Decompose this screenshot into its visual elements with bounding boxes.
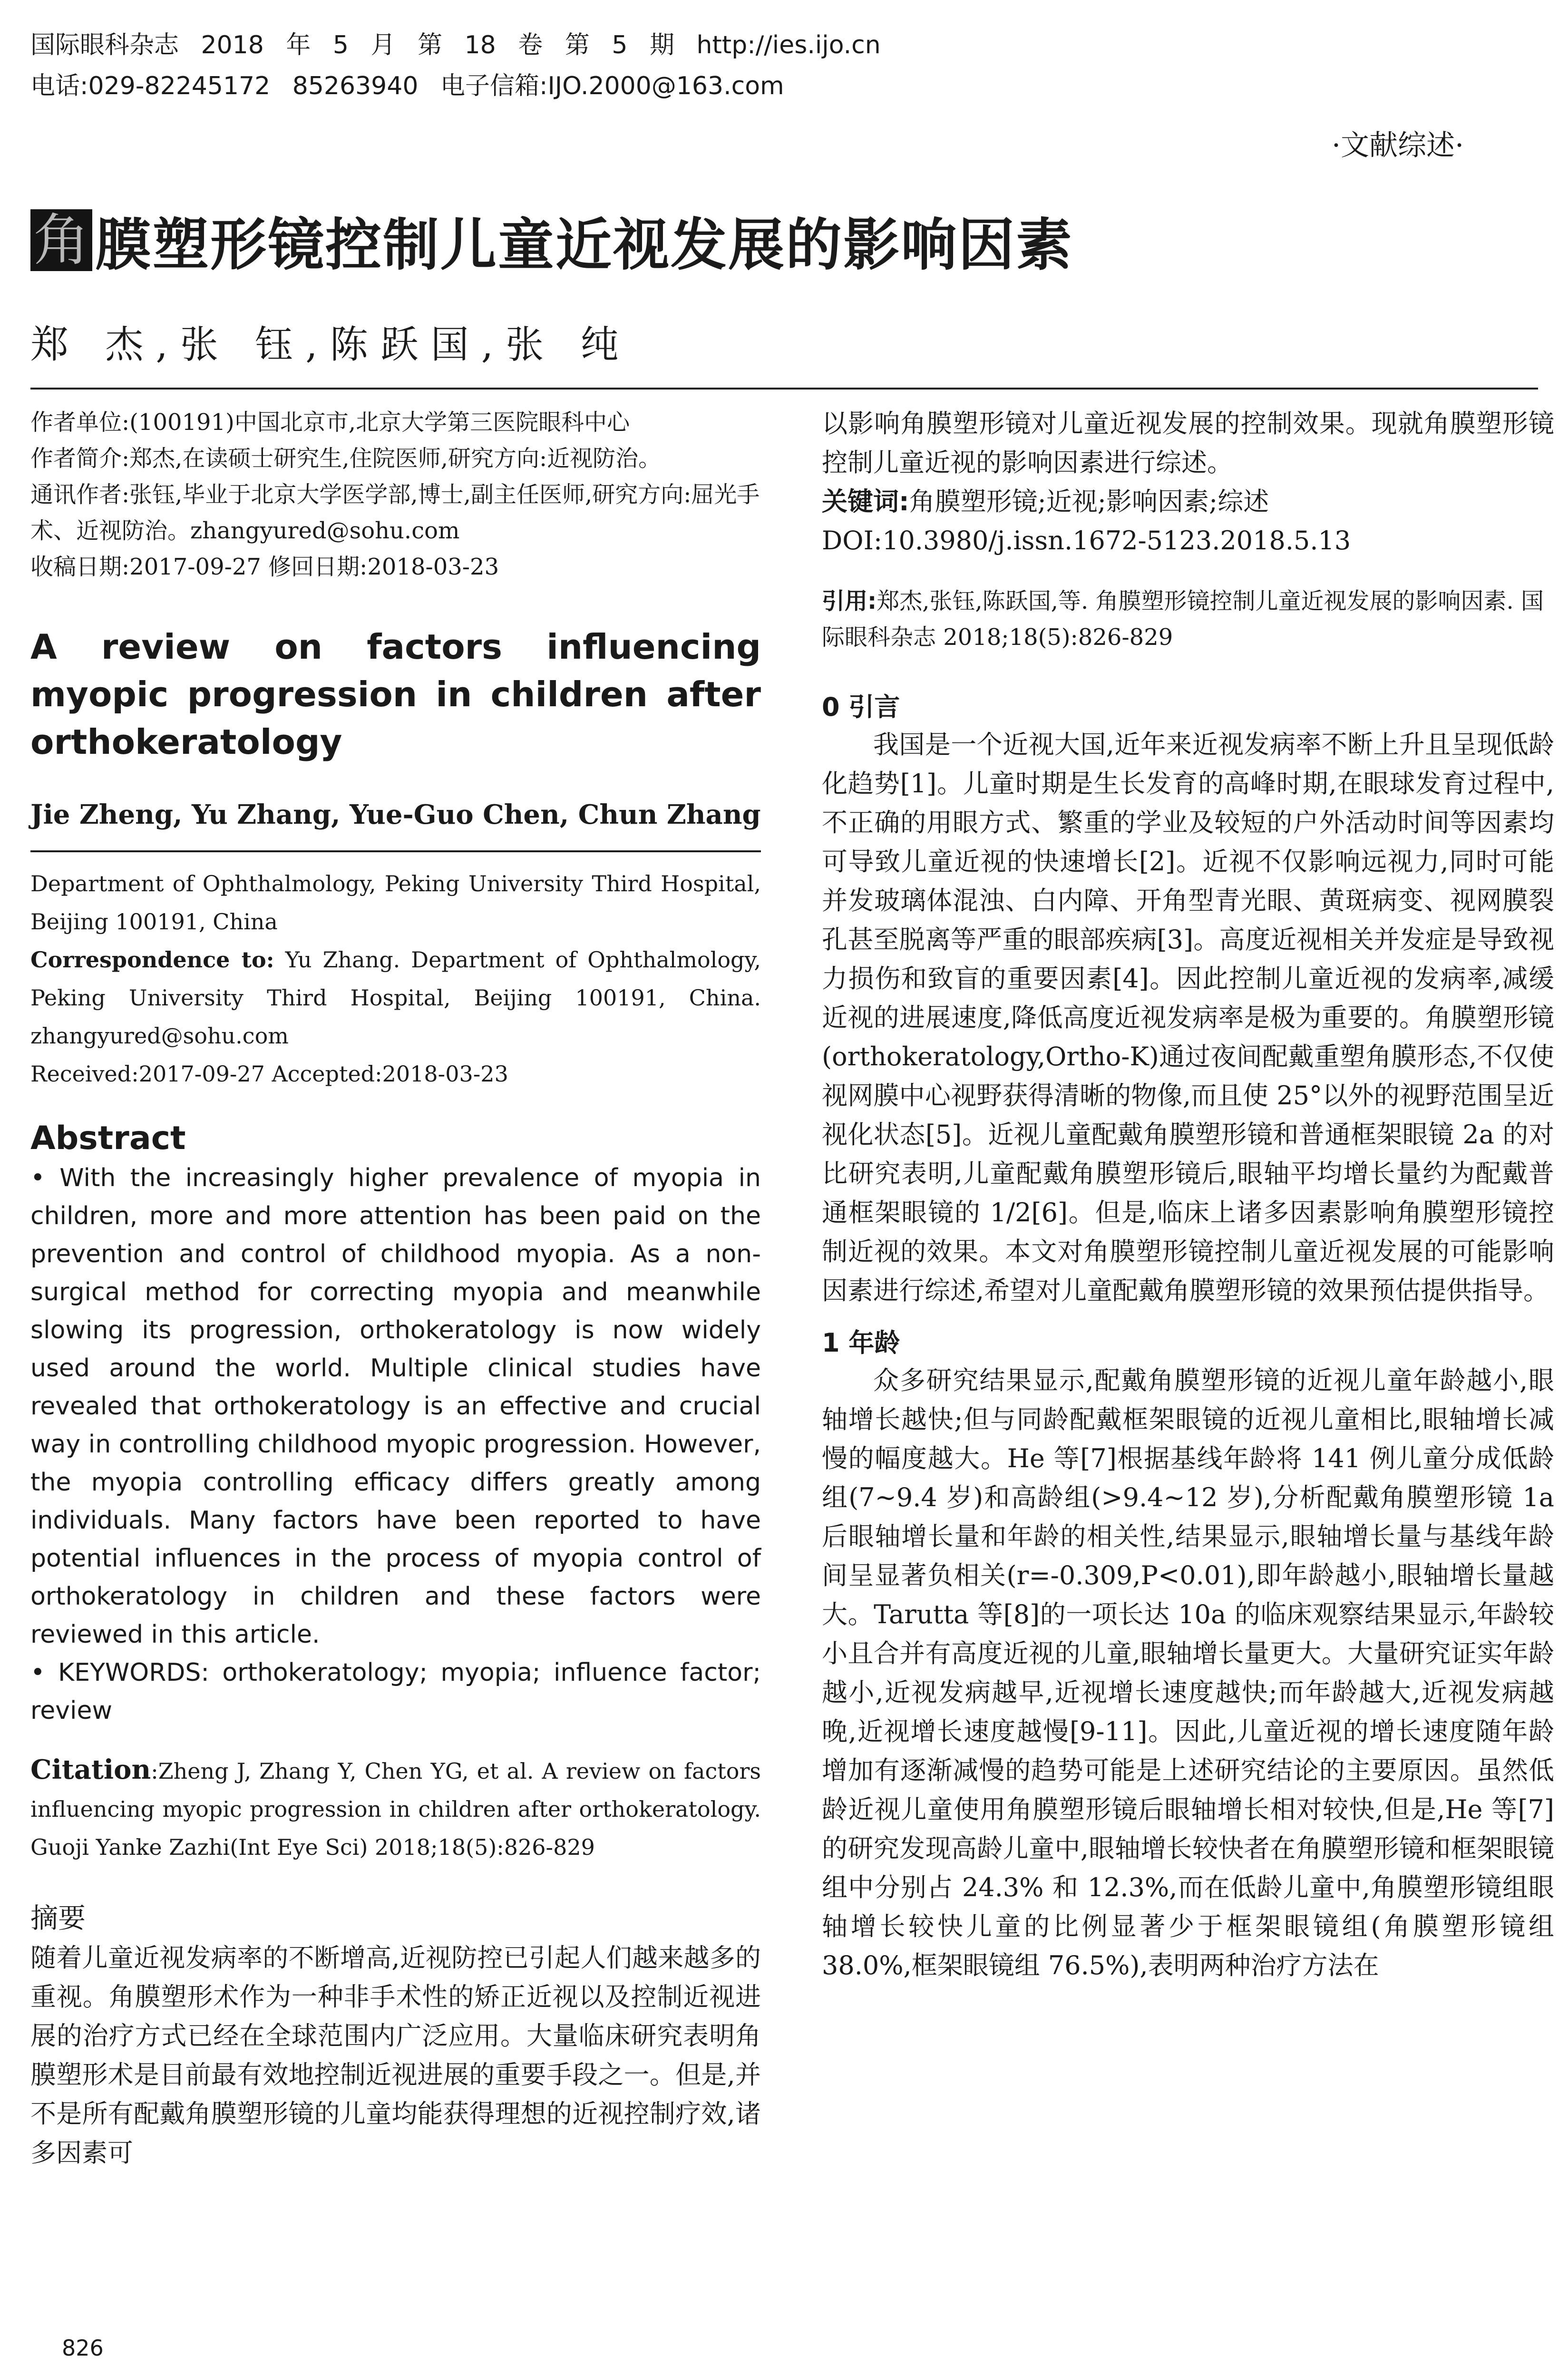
journal-header-line2: 电话:029-82245172 85263940 电子信箱:IJO.2000@163.com <box>30 72 784 100</box>
abstract-cn-heading: 摘要 <box>30 1902 86 1934</box>
author-unit: 作者单位:(100191)中国北京市,北京大学第三医院眼科中心 <box>30 409 630 436</box>
age-paragraph: 众多研究结果显示,配戴角膜塑形镜的近视儿童年龄越小,眼轴增长越快;但与同龄配戴框架眼镜的近视儿童相比,眼轴增长减慢的幅度越大。He 等[7]根据基线年龄将 141 例儿童分成低龄组(7~9.4 岁)和高龄组(>9.4~12 岁),分析配戴角膜塑形镜 1a 后眼轴增长量和年龄的相关性,结果显示,眼轴增长量与基线年龄间呈显著负相关(r=-0.309,P<0.01),即年龄越小,眼轴增长量越大。Tarutta 等[8]的一项长达 10a 的临床观察结果显示,年龄较小且合并有高度近视的儿童,眼轴增长量更大。大量研究证实年龄越小,近视发病越早,近视增长速度越快;而年龄越大,近视发病越晚,近视增长速度越慢[9-11]。因此,儿童近视的增长速度随年龄增加有逐渐减慢的趋势可能是上述研究结论的主要原因。虽然低龄近视儿童使用角膜塑形镜后眼轴增长相对较快,但是,He 等[7]的研究发现高龄儿童中,眼轴增长较快者在角膜塑形镜和框架眼镜组中分别占 24.3% 和 12.3%,而在低龄儿童中,角膜塑形镜组眼轴增长较快儿童的比例显著少于框架眼镜组(角膜塑形镜组 38.0%,框架眼镜组 76.5%),表明两种治疗方法在 <box>822 1365 1554 1980</box>
english-title: A review on factors influencing myopic progression in children after orthokeratology <box>30 627 761 762</box>
abstract-body: • With the increasingly higher prevalence of myopia in children, more and more attention has been paid on the prevention and control of childhood myopia. As a non-surgical method for correcting myopia and meanwhile slowing its progression, orthokeratology is now widely used around the world. Multiple clinical studies have revealed that orthokeratology is an effective and crucial way in controlling childhood myopic progression. However, the myopia controlling efficacy differs greatly among individuals. Many factors have been reported to have potential influences in the process of myopia control of orthokeratology in children and these factors were reviewed in this article. <box>30 1164 761 1649</box>
section-1-heading: 1 年龄 <box>822 1328 900 1358</box>
column-label: ·文献综述· <box>1332 129 1464 162</box>
corresponding-author: 通讯作者:张钰,毕业于北京大学医学部,博士,副主任医师,研究方向:屈光手术、近视防治。zhangyured@sohu.com <box>30 481 760 544</box>
citation-text: :Zheng J, Zhang Y, Chen YG, et al. A review on factors influencing myopic progression in children after orthokeratology. Guoji Yanke Zazhi(Int Eye Sci) 2018;18(5):826-829 <box>30 1758 761 1860</box>
intro-paragraph: 我国是一个近视大国,近年来近视发病率不断上升且呈现低龄化趋势[1]。儿童时期是生长发育的高峰时期,在眼球发育过程中,不正确的用眼方式、繁重的学业及较短的户外活动时间等因素均可导致儿童近视的快速增长[2]。近视不仅影响远视力,同时可能并发玻璃体混浊、白内障、开角型青光眼、黄斑病变、视网膜裂孔甚至脱离等严重的眼部疾病[3]。高度近视相关并发症是导致视力损伤和致盲的重要因素[4]。因此控制儿童近视的发病率,减缓近视的进展速度,降低高度近视发病率是极为重要的。角膜塑形镜(orthokeratology,Ortho-K)通过夜间配戴重塑角膜形态,不仅使视网膜中心视野获得清晰的物像,而且使 25°以外的视野范围呈近视化状态[5]。近视儿童配戴角膜塑形镜和普通框架眼镜 2a 的对比研究表明,儿童配戴角膜塑形镜后,眼轴平均增长量约为配戴普通框架眼镜的 1/2[6]。但是,临床上诸多因素影响角膜塑形镜控制近视的效果。本文对角膜塑形镜控制儿童近视发展的可能影响因素进行综述,希望对儿童配戴角膜塑形镜的效果预估提供指导。 <box>822 730 1554 1305</box>
citation-english <box>30 1751 761 1866</box>
abstract-cn-continued: 以影响角膜塑形镜对儿童近视发展的控制效果。现就角膜塑形镜控制儿童近视的影响因素进行综述。 <box>822 409 1554 477</box>
citation-cn-label: 引用: <box>822 588 877 614</box>
correspondence-text: Yu Zhang. Department of Ophthalmology, Peking University Third Hospital, Beijing 100191, China. zhangyured@sohu.com <box>30 947 761 1049</box>
keywords-english: • KEYWORDS: orthokeratology; myopia; influence factor; review <box>30 1658 761 1725</box>
journal-header-line1: 国际眼科杂志 2018 年 5 月 第 18 卷 第 5 期 http://ies.ijo.cn <box>30 31 881 59</box>
right-column <box>822 404 1554 1985</box>
keywords-text: 角膜塑形镜;近视;影响因素;综述 <box>909 487 1269 516</box>
correspondence <box>30 941 761 1055</box>
citation-cn <box>822 583 1554 655</box>
abstract-cn-body: 随着儿童近视发病率的不断增高,近视防控已引起人们越来越多的重视。角膜塑形术作为一种非手术性的矫正近视以及控制近视进展的治疗方式已经在全球范围内广泛应用。大量临床研究表明角膜塑形术是目前最有效地控制近视进展的重要手段之一。但是,并不是所有配戴角膜塑形镜的儿童均能获得理想的近视控制疗效,诸多因素可 <box>30 1943 761 2168</box>
title-text: 膜塑形镜控制儿童近视发展的影响因素 <box>95 212 1074 278</box>
author-bio: 作者简介:郑杰,在读硕士研究生,住院医师,研究方向:近视防治。 <box>30 445 662 472</box>
authors-cn: 郑 杰,张 钰,陈跃国,张 纯 <box>30 322 631 367</box>
keywords-label: 关键词: <box>822 487 909 516</box>
title-drop-char: 角 <box>30 209 92 271</box>
received-dates: 收稿日期:2017-09-27 修回日期:2018-03-23 <box>30 554 499 580</box>
citation-cn-text: 郑杰,张钰,陈跃国,等. 角膜塑形镜控制儿童近视发展的影响因素. 国际眼科杂志 2018;18(5):826-829 <box>822 588 1544 651</box>
keywords-cn <box>822 482 1554 521</box>
correspondence-label: Correspondence to: <box>30 947 274 973</box>
abstract-heading: Abstract <box>30 1120 186 1157</box>
citation-label: Citation <box>30 1754 151 1785</box>
section-0-heading: 0 引言 <box>822 692 900 722</box>
article-title <box>30 205 1073 276</box>
english-dates: Received:2017-09-27 Accepted:2018-03-23 <box>30 1061 508 1087</box>
left-column <box>30 404 761 2172</box>
english-authors: Jie Zheng, Yu Zhang, Yue-Guo Chen, Chun Zhang <box>30 799 761 830</box>
header-divider <box>30 388 1538 390</box>
authors-divider <box>30 850 761 852</box>
department: Department of Ophthalmology, Peking University Third Hospital, Beijing 100191, China <box>30 871 761 935</box>
doi: DOI:10.3980/j.issn.1672-5123.2018.5.13 <box>822 526 1351 555</box>
page-number: 826 <box>62 2335 104 2361</box>
